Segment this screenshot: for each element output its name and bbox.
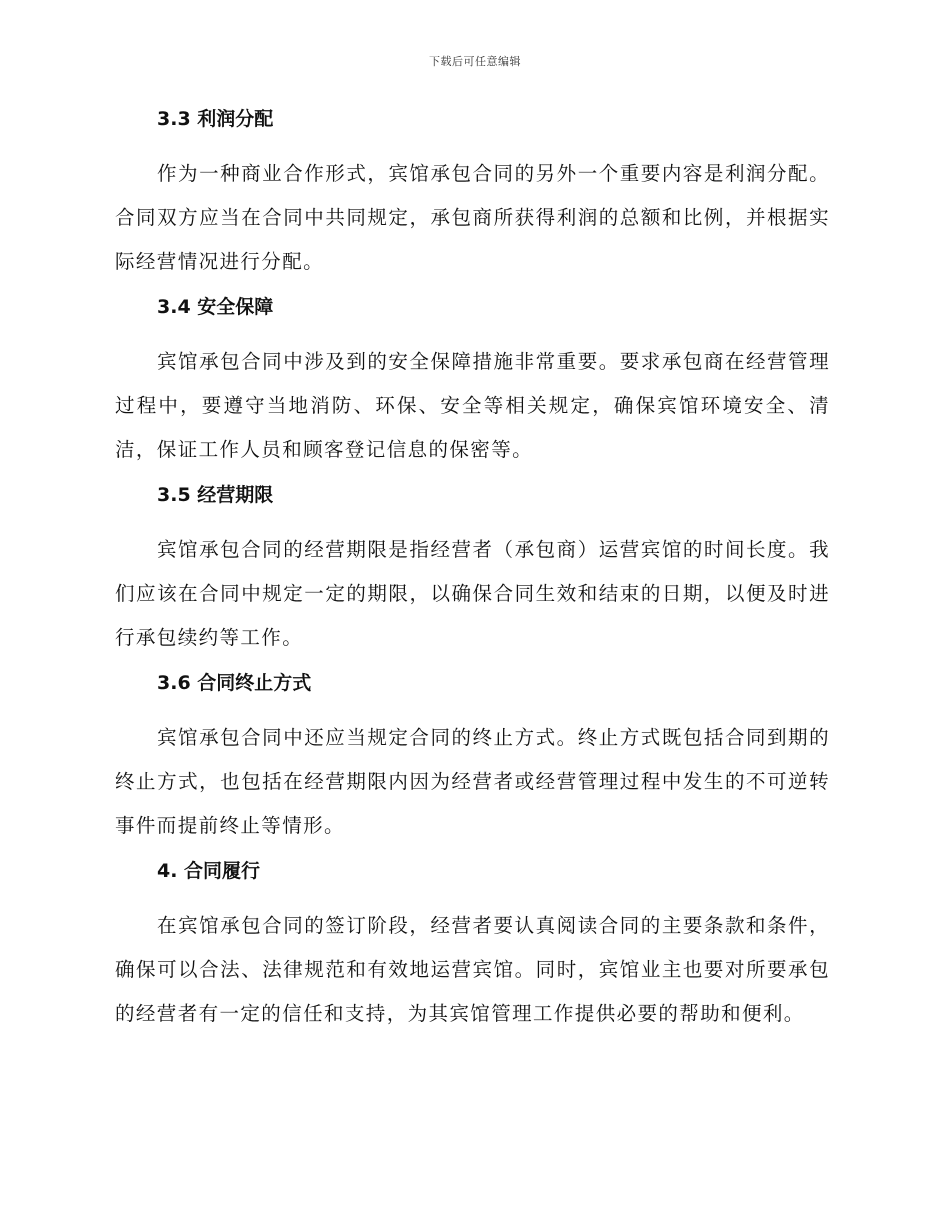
section-heading: 3.4 安全保障 xyxy=(157,296,274,318)
document-body xyxy=(115,106,830,1046)
section-paragraph: 宾馆承包合同中还应当规定合同的终止方式。终止方式既包括合同到期的终止方式，也包括在经营期限内因为经营者或经营管理过程中发生的不可逆转事件而提前终止等情形。 xyxy=(115,726,830,837)
section-heading: 4. 合同履行 xyxy=(157,860,261,882)
section-termination-method xyxy=(115,670,830,848)
section-profit-distribution xyxy=(115,106,830,284)
section-operation-period xyxy=(115,482,830,660)
section-heading: 3.6 合同终止方式 xyxy=(157,672,312,694)
section-paragraph: 宾馆承包合同的经营期限是指经营者（承包商）运营宾馆的时间长度。我们应该在合同中规定一定的期限，以确保合同生效和结束的日期，以便及时进行承包续约等工作。 xyxy=(115,538,830,649)
section-contract-performance xyxy=(115,858,830,1036)
section-paragraph: 宾馆承包合同中涉及到的安全保障措施非常重要。要求承包商在经营管理过程中，要遵守当地消防、环保、安全等相关规定，确保宾馆环境安全、清洁，保证工作人员和顾客登记信息的保密等。 xyxy=(115,350,830,461)
section-paragraph: 作为一种商业合作形式，宾馆承包合同的另外一个重要内容是利润分配。合同双方应当在合同中共同规定，承包商所获得利润的总额和比例，并根据实际经营情况进行分配。 xyxy=(115,162,830,273)
section-paragraph: 在宾馆承包合同的签订阶段，经营者要认真阅读合同的主要条款和条件，确保可以合法、法律规范和有效地运营宾馆。同时，宾馆业主也要对所要承包的经营者有一定的信任和支持，为其宾馆管理工作提供必要的帮助和便利。 xyxy=(115,914,830,1025)
section-heading: 3.5 经营期限 xyxy=(157,484,274,506)
page-header: 下载后可任意编辑 xyxy=(429,55,521,68)
section-heading: 3.3 利润分配 xyxy=(157,108,274,130)
section-safety-guarantee xyxy=(115,294,830,472)
